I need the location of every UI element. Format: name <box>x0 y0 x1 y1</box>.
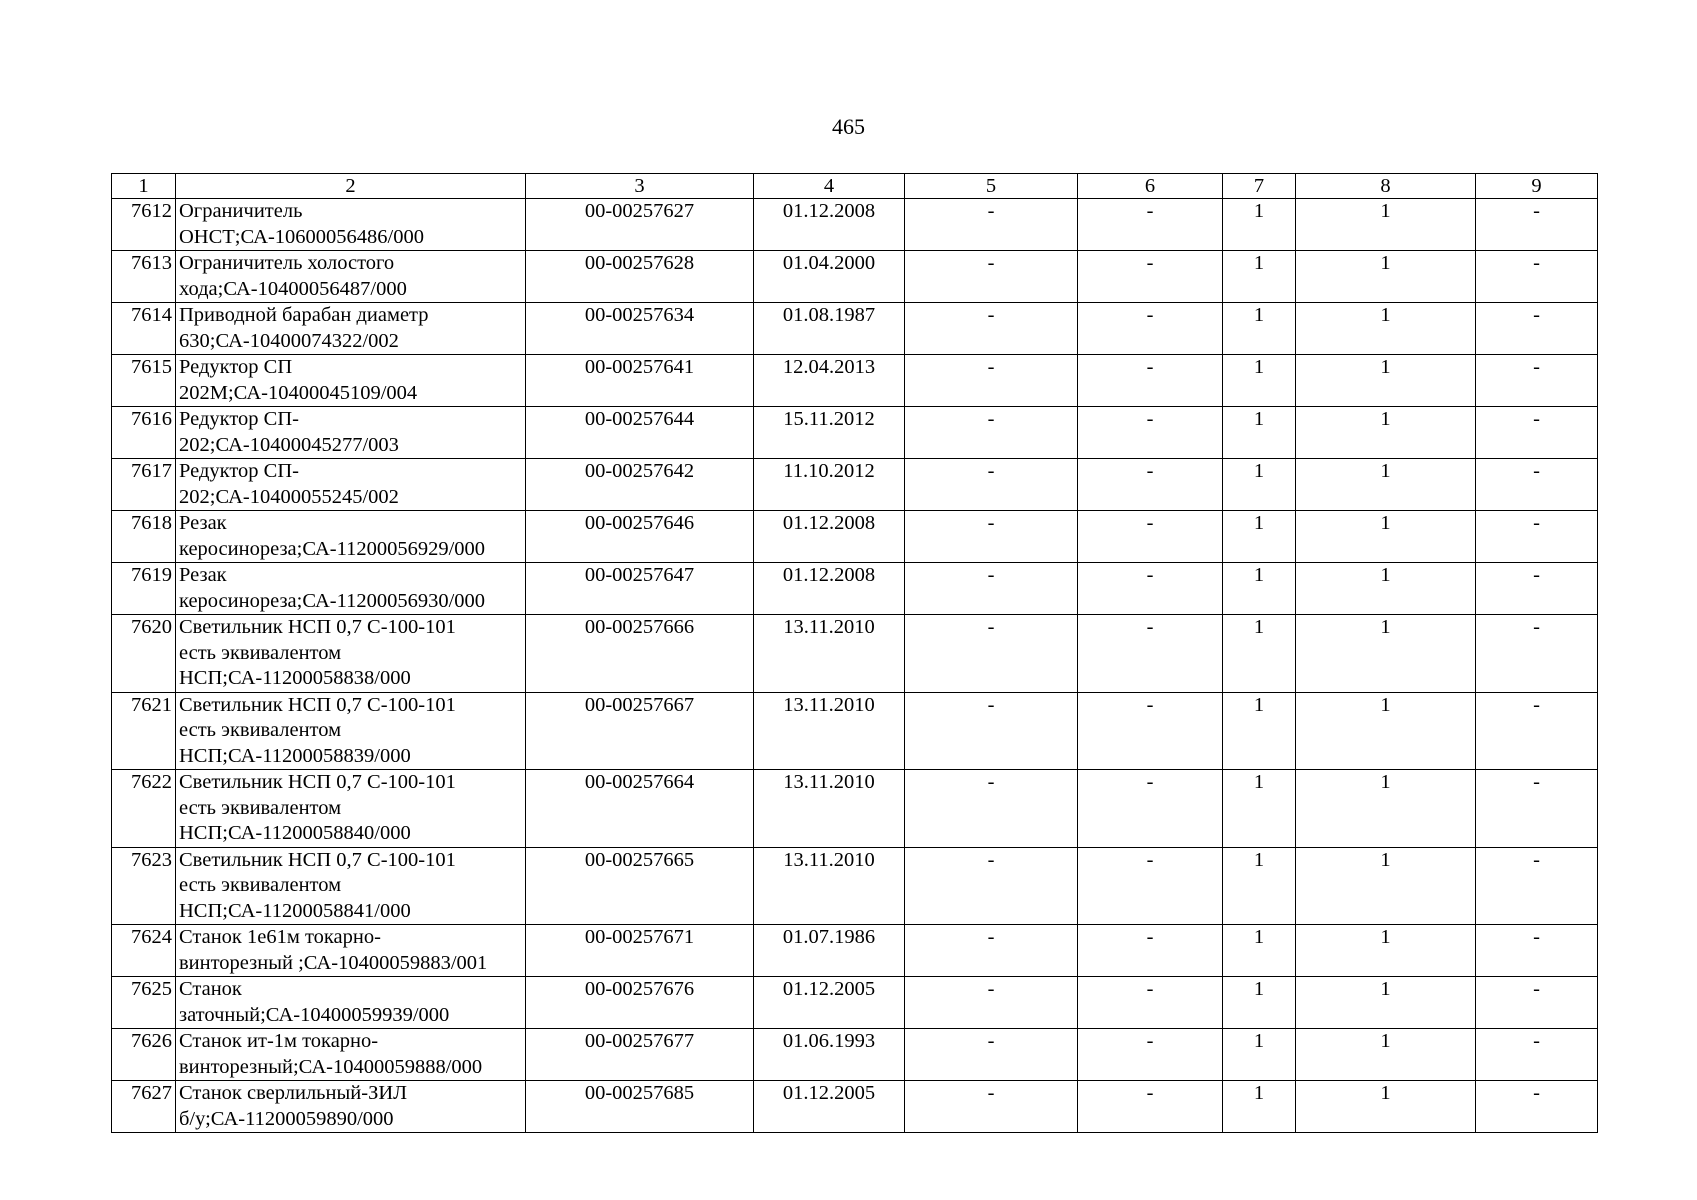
column-9-cell: - <box>1476 847 1598 925</box>
column-header: 2 <box>176 174 526 199</box>
column-8-cell: 1 <box>1296 925 1476 977</box>
table-row <box>112 977 1598 1029</box>
item-name-cell: Ограничитель холостого хода;СА-10400056487/000 <box>176 251 526 303</box>
column-9-cell: - <box>1476 1081 1598 1133</box>
column-header: 1 <box>112 174 176 199</box>
date-cell: 01.12.2008 <box>754 563 905 615</box>
row-number-cell: 7612 <box>112 199 176 251</box>
column-9-cell: - <box>1476 563 1598 615</box>
date-cell: 13.11.2010 <box>754 847 905 925</box>
column-7-cell: 1 <box>1223 977 1296 1029</box>
inventory-code-cell: 00-00257642 <box>526 459 754 511</box>
date-cell: 01.12.2005 <box>754 1081 905 1133</box>
column-5-cell: - <box>905 1029 1078 1081</box>
item-name-cell: Светильник НСП 0,7 С-100-101 есть эквивалентом НСП;СА-11200058840/000 <box>176 770 526 848</box>
column-5-cell: - <box>905 251 1078 303</box>
column-8-cell: 1 <box>1296 251 1476 303</box>
date-cell: 15.11.2012 <box>754 407 905 459</box>
table-row <box>112 199 1598 251</box>
column-5-cell: - <box>905 770 1078 848</box>
column-7-cell: 1 <box>1223 511 1296 563</box>
column-6-cell: - <box>1078 407 1223 459</box>
column-5-cell: - <box>905 925 1078 977</box>
item-name-cell: Светильник НСП 0,7 С-100-101 есть эквивалентом НСП;СА-11200058838/000 <box>176 615 526 693</box>
column-7-cell: 1 <box>1223 251 1296 303</box>
item-name-cell: Редуктор СП- 202;СА-10400045277/003 <box>176 407 526 459</box>
column-6-cell: - <box>1078 692 1223 770</box>
column-9-cell: - <box>1476 303 1598 355</box>
item-name-cell: Редуктор СП- 202;СА-10400055245/002 <box>176 459 526 511</box>
column-9-cell: - <box>1476 355 1598 407</box>
date-cell: 01.07.1986 <box>754 925 905 977</box>
row-number-cell: 7618 <box>112 511 176 563</box>
column-6-cell: - <box>1078 615 1223 693</box>
column-header: 4 <box>754 174 905 199</box>
column-9-cell: - <box>1476 977 1598 1029</box>
column-6-cell: - <box>1078 977 1223 1029</box>
row-number-cell: 7626 <box>112 1029 176 1081</box>
column-9-cell: - <box>1476 511 1598 563</box>
row-number-cell: 7620 <box>112 615 176 693</box>
column-8-cell: 1 <box>1296 1081 1476 1133</box>
table-row <box>112 770 1598 848</box>
column-7-cell: 1 <box>1223 847 1296 925</box>
date-cell: 01.12.2008 <box>754 511 905 563</box>
column-7-cell: 1 <box>1223 199 1296 251</box>
column-7-cell: 1 <box>1223 615 1296 693</box>
row-number-cell: 7625 <box>112 977 176 1029</box>
column-5-cell: - <box>905 303 1078 355</box>
column-5-cell: - <box>905 847 1078 925</box>
inventory-code-cell: 00-00257676 <box>526 977 754 1029</box>
inventory-code-cell: 00-00257671 <box>526 925 754 977</box>
column-8-cell: 1 <box>1296 847 1476 925</box>
row-number-cell: 7622 <box>112 770 176 848</box>
row-number-cell: 7623 <box>112 847 176 925</box>
inventory-code-cell: 00-00257666 <box>526 615 754 693</box>
column-8-cell: 1 <box>1296 303 1476 355</box>
table-row <box>112 251 1598 303</box>
column-9-cell: - <box>1476 770 1598 848</box>
inventory-code-cell: 00-00257628 <box>526 251 754 303</box>
date-cell: 01.06.1993 <box>754 1029 905 1081</box>
row-number-cell: 7627 <box>112 1081 176 1133</box>
column-8-cell: 1 <box>1296 692 1476 770</box>
column-8-cell: 1 <box>1296 199 1476 251</box>
column-8-cell: 1 <box>1296 615 1476 693</box>
table-row <box>112 847 1598 925</box>
column-6-cell: - <box>1078 925 1223 977</box>
inventory-code-cell: 00-00257664 <box>526 770 754 848</box>
column-8-cell: 1 <box>1296 511 1476 563</box>
column-header: 8 <box>1296 174 1476 199</box>
table-row <box>112 407 1598 459</box>
date-cell: 01.12.2005 <box>754 977 905 1029</box>
date-cell: 13.11.2010 <box>754 692 905 770</box>
item-name-cell: Станок заточный;СА-10400059939/000 <box>176 977 526 1029</box>
inventory-code-cell: 00-00257685 <box>526 1081 754 1133</box>
item-name-cell: Станок 1е61м токарно- винторезный ;СА-10400059883/001 <box>176 925 526 977</box>
inventory-code-cell: 00-00257667 <box>526 692 754 770</box>
table-row <box>112 692 1598 770</box>
inventory-code-cell: 00-00257665 <box>526 847 754 925</box>
column-9-cell: - <box>1476 925 1598 977</box>
table-row <box>112 563 1598 615</box>
table-row <box>112 925 1598 977</box>
column-7-cell: 1 <box>1223 303 1296 355</box>
row-number-cell: 7617 <box>112 459 176 511</box>
column-9-cell: - <box>1476 199 1598 251</box>
column-6-cell: - <box>1078 251 1223 303</box>
column-8-cell: 1 <box>1296 407 1476 459</box>
table-body <box>112 199 1598 1133</box>
inventory-code-cell: 00-00257646 <box>526 511 754 563</box>
column-5-cell: - <box>905 199 1078 251</box>
table-row <box>112 615 1598 693</box>
row-number-cell: 7616 <box>112 407 176 459</box>
page-number: 465 <box>832 114 865 139</box>
column-8-cell: 1 <box>1296 770 1476 848</box>
item-name-cell: Светильник НСП 0,7 С-100-101 есть эквивалентом НСП;СА-11200058841/000 <box>176 847 526 925</box>
column-7-cell: 1 <box>1223 770 1296 848</box>
inventory-code-cell: 00-00257644 <box>526 407 754 459</box>
date-cell: 01.08.1987 <box>754 303 905 355</box>
column-9-cell: - <box>1476 251 1598 303</box>
table-row <box>112 303 1598 355</box>
column-header: 6 <box>1078 174 1223 199</box>
table-row <box>112 355 1598 407</box>
inventory-code-cell: 00-00257641 <box>526 355 754 407</box>
column-5-cell: - <box>905 459 1078 511</box>
column-6-cell: - <box>1078 563 1223 615</box>
item-name-cell: Резак керосинореза;СА-11200056929/000 <box>176 511 526 563</box>
column-5-cell: - <box>905 407 1078 459</box>
column-9-cell: - <box>1476 692 1598 770</box>
column-8-cell: 1 <box>1296 563 1476 615</box>
inventory-code-cell: 00-00257647 <box>526 563 754 615</box>
column-5-cell: - <box>905 355 1078 407</box>
column-7-cell: 1 <box>1223 692 1296 770</box>
column-8-cell: 1 <box>1296 459 1476 511</box>
item-name-cell: Ограничитель ОНСТ;СА-10600056486/000 <box>176 199 526 251</box>
column-5-cell: - <box>905 1081 1078 1133</box>
column-header: 9 <box>1476 174 1598 199</box>
row-number-cell: 7614 <box>112 303 176 355</box>
column-9-cell: - <box>1476 615 1598 693</box>
column-5-cell: - <box>905 977 1078 1029</box>
row-number-cell: 7624 <box>112 925 176 977</box>
column-7-cell: 1 <box>1223 563 1296 615</box>
column-7-cell: 1 <box>1223 459 1296 511</box>
column-6-cell: - <box>1078 847 1223 925</box>
column-7-cell: 1 <box>1223 355 1296 407</box>
table-header-row <box>112 174 1598 199</box>
column-header: 3 <box>526 174 754 199</box>
column-8-cell: 1 <box>1296 977 1476 1029</box>
column-7-cell: 1 <box>1223 1081 1296 1133</box>
row-number-cell: 7615 <box>112 355 176 407</box>
item-name-cell: Станок сверлильный-ЗИЛ б/у;СА-11200059890/000 <box>176 1081 526 1133</box>
column-6-cell: - <box>1078 1081 1223 1133</box>
column-6-cell: - <box>1078 511 1223 563</box>
column-5-cell: - <box>905 511 1078 563</box>
column-5-cell: - <box>905 692 1078 770</box>
item-name-cell: Станок ит-1м токарно- винторезный;СА-10400059888/000 <box>176 1029 526 1081</box>
date-cell: 13.11.2010 <box>754 770 905 848</box>
item-name-cell: Светильник НСП 0,7 С-100-101 есть эквивалентом НСП;СА-11200058839/000 <box>176 692 526 770</box>
column-9-cell: - <box>1476 407 1598 459</box>
column-6-cell: - <box>1078 199 1223 251</box>
inventory-code-cell: 00-00257627 <box>526 199 754 251</box>
column-header: 7 <box>1223 174 1296 199</box>
column-9-cell: - <box>1476 1029 1598 1081</box>
column-6-cell: - <box>1078 1029 1223 1081</box>
table-row <box>112 1029 1598 1081</box>
column-7-cell: 1 <box>1223 407 1296 459</box>
date-cell: 01.12.2008 <box>754 199 905 251</box>
row-number-cell: 7619 <box>112 563 176 615</box>
date-cell: 11.10.2012 <box>754 459 905 511</box>
row-number-cell: 7613 <box>112 251 176 303</box>
inventory-code-cell: 00-00257634 <box>526 303 754 355</box>
date-cell: 01.04.2000 <box>754 251 905 303</box>
inventory-table <box>111 173 1598 1133</box>
item-name-cell: Резак керосинореза;СА-11200056930/000 <box>176 563 526 615</box>
column-header: 5 <box>905 174 1078 199</box>
row-number-cell: 7621 <box>112 692 176 770</box>
column-7-cell: 1 <box>1223 925 1296 977</box>
table-row <box>112 459 1598 511</box>
column-6-cell: - <box>1078 303 1223 355</box>
column-6-cell: - <box>1078 770 1223 848</box>
column-6-cell: - <box>1078 355 1223 407</box>
table-row <box>112 511 1598 563</box>
column-6-cell: - <box>1078 459 1223 511</box>
item-name-cell: Редуктор СП 202М;СА-10400045109/004 <box>176 355 526 407</box>
column-7-cell: 1 <box>1223 1029 1296 1081</box>
table-row <box>112 1081 1598 1133</box>
date-cell: 12.04.2013 <box>754 355 905 407</box>
column-5-cell: - <box>905 615 1078 693</box>
column-8-cell: 1 <box>1296 1029 1476 1081</box>
inventory-code-cell: 00-00257677 <box>526 1029 754 1081</box>
column-5-cell: - <box>905 563 1078 615</box>
column-9-cell: - <box>1476 459 1598 511</box>
column-8-cell: 1 <box>1296 355 1476 407</box>
date-cell: 13.11.2010 <box>754 615 905 693</box>
item-name-cell: Приводной барабан диаметр 630;СА-10400074322/002 <box>176 303 526 355</box>
